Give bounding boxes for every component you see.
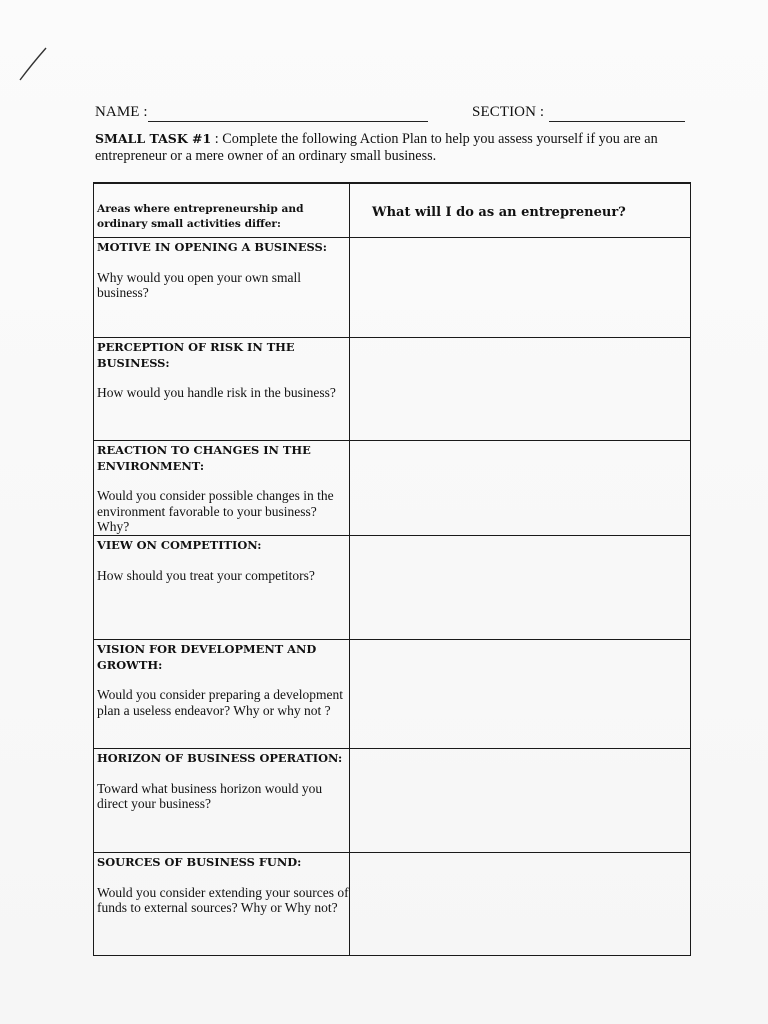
header-left-cell: Areas where entrepreneurship and ordinary small activities differ: [97,203,304,230]
row-heading: MOTIVE IN OPENING A BUSINESS: [97,240,327,254]
row-prompt-cell [97,538,349,583]
name-label: NAME : [95,104,148,120]
name-field[interactable] [148,121,428,122]
row-question: Toward what business horizon would you direct your business? [97,780,323,811]
task-instruction-text: : Complete the following Action Plan to help you assess yourself if you are an entrepreneur or a mere owner of an ordinary small business. [95,131,658,164]
header-right-cell: What will I do as an entrepreneur? [372,205,626,220]
table-header-row [94,183,690,238]
row-question: Would you consider possible changes in the environment favorable to your business? Why? [97,488,334,534]
table-row [94,852,690,956]
row-heading: SOURCES OF BUSINESS FUND: [97,855,302,869]
row-prompt-cell [97,751,349,812]
row-question: Would you consider preparing a development plan a useless endeavor? Why or why not ? [97,687,343,718]
row-prompt-cell [97,240,349,301]
row-question: How would you handle risk in the business? [97,385,336,400]
row-prompt-cell [97,340,349,401]
section-label: SECTION : [472,104,545,120]
task-title: SMALL TASK #1 [95,131,212,146]
section-field[interactable] [549,121,685,122]
table-row [94,535,690,640]
table-row [94,440,690,536]
row-heading: REACTION TO CHANGES IN THE ENVIRONMENT: [97,443,311,473]
table-row [94,639,690,749]
row-heading: HORIZON OF BUSINESS OPERATION: [97,751,343,765]
pen-stroke-mark [18,44,58,84]
row-prompt-cell [97,642,349,718]
action-plan-table [93,182,691,956]
task-instructions [95,130,695,165]
row-heading: PERCEPTION OF RISK IN THE BUSINESS: [97,340,295,370]
row-prompt-cell [97,443,349,535]
row-heading: VISION FOR DEVELOPMENT AND GROWTH: [97,642,317,672]
table-row [94,237,690,338]
row-question: Would you consider extending your sources of funds to external sources? Why or Why not? [97,884,349,915]
table-row [94,748,690,853]
row-heading: VIEW ON COMPETITION: [97,538,262,552]
row-question: How should you treat your competitors? [97,567,315,583]
row-prompt-cell [97,855,349,916]
table-row [94,337,690,441]
row-question: Why would you open your own small business? [97,269,301,300]
